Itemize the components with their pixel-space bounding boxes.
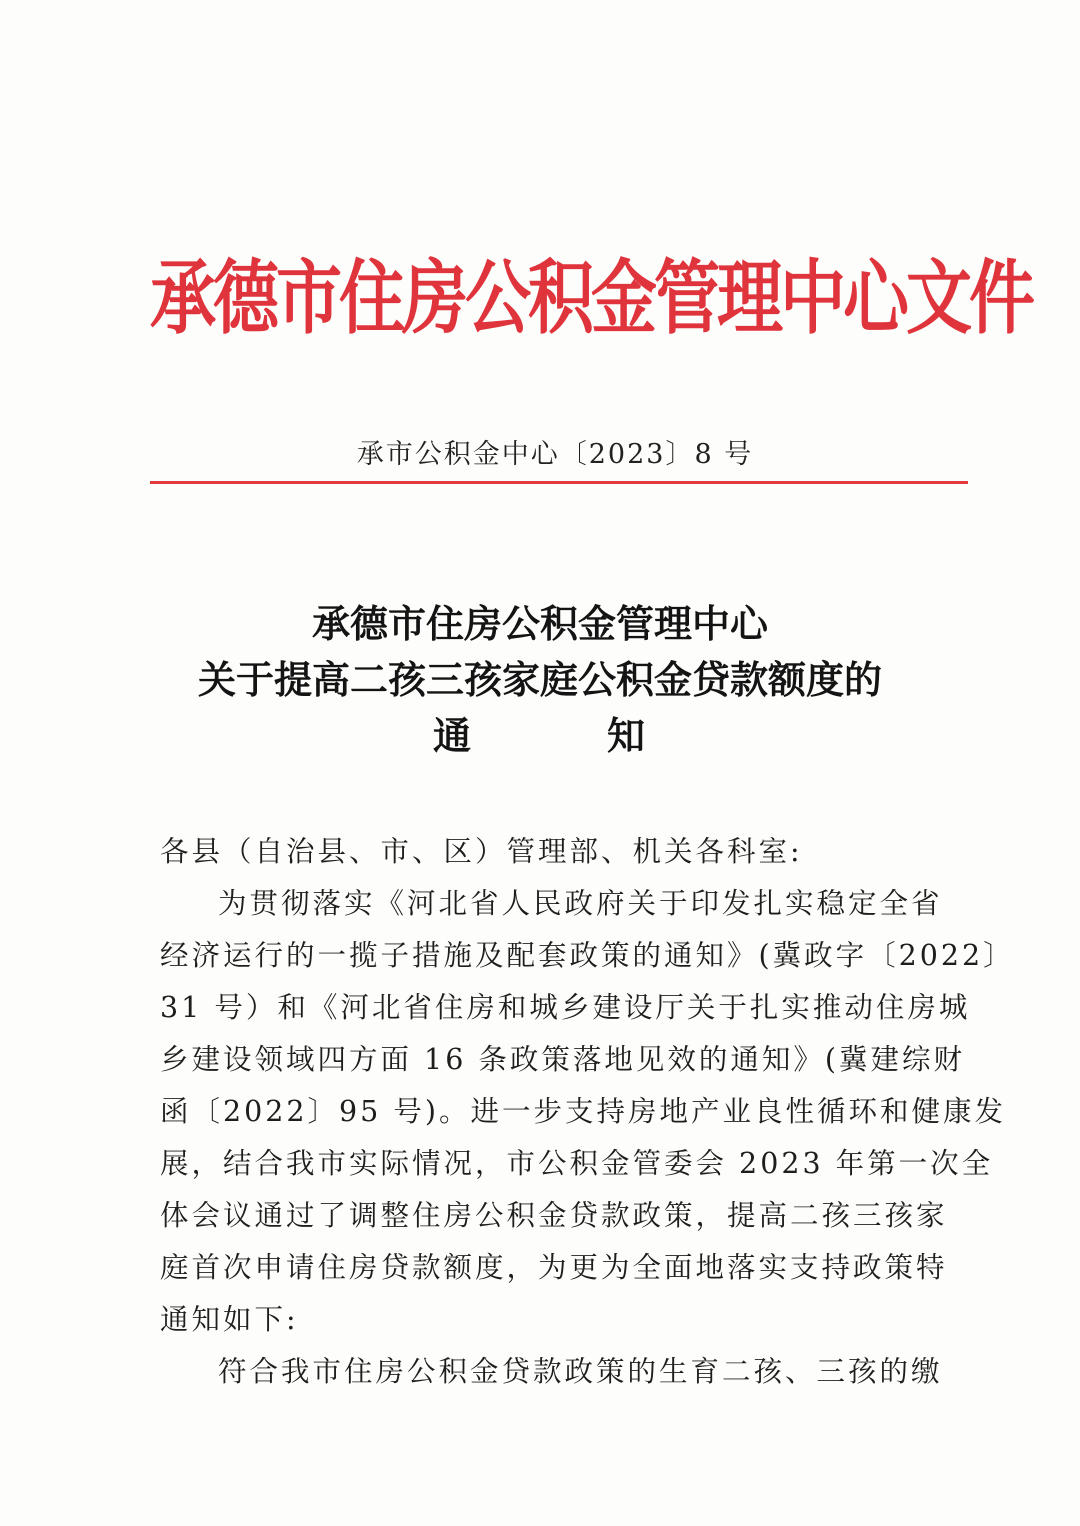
paragraph-line: 乡建设领域四方面 16 条政策落地见效的通知》(冀建综财 [160,1043,966,1076]
paragraph-line: 符合我市住房公积金贷款政策的生育二孩、三孩的缴 [218,1355,943,1388]
paragraph-line: 31 号）和《河北省住房和城乡建设厅关于扎实推动住房城 [160,991,971,1024]
paragraph-line: 函〔2022〕95 号)。进一步支持房地产业良性循环和健康发 [160,1095,1006,1128]
paragraph-line: 经济运行的一揽子措施及配套政策的通知》(冀政字〔2022〕 [160,939,1015,972]
paragraph-line: 体会议通过了调整住房公积金贷款政策，提高二孩三孩家 [160,1199,948,1232]
title-line-2: 关于提高二孩三孩家庭公积金贷款额度的 [197,658,882,702]
title-line-1: 承德市住房公积金管理中心 [311,602,768,646]
notice-body [160,826,1015,1398]
document-number: 承市公积金中心〔2023〕8 号 [356,439,754,470]
paragraph-line: 通知如下: [160,1303,299,1336]
salutation: 各县（自治县、市、区）管理部、机关各科室: [160,835,803,868]
notice-title [120,596,960,764]
issuer-red-title: 承德市住房公积金管理中心文件 [150,251,1032,346]
paragraph-line: 展，结合我市实际情况，市公积金管委会 2023 年第一次全 [160,1147,994,1180]
paragraph-line: 为贯彻落实《河北省人民政府关于印发扎实稳定全省 [218,887,943,920]
red-separator-line [150,481,968,484]
title-char-zhi: 知 [607,714,646,758]
paragraph-line: 庭首次申请住房贷款额度，为更为全面地落实支持政策特 [160,1251,948,1284]
title-line-3 [120,708,960,764]
title-char-tong: 通 [433,714,472,758]
